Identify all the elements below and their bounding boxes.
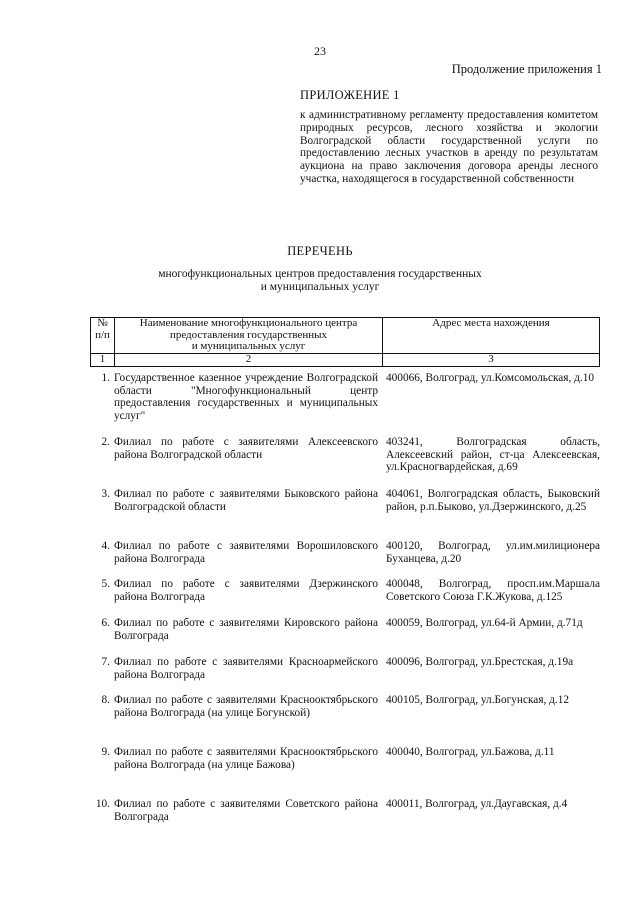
column-number: 2 bbox=[115, 353, 383, 366]
row-address: 400105, Волгоград, ул.Богунская, д.12 bbox=[386, 694, 570, 706]
row-center-name: Государственное казенное учреждение Волгоградской области "Многофункциональный центр предоставления государственных и муниципальных услуг" bbox=[114, 372, 378, 422]
row-number: 8. bbox=[101, 694, 110, 706]
header-name-line: предоставления государственных bbox=[169, 328, 328, 341]
row-address: 400096, Волгоград, ул.Брестская, д.19а bbox=[386, 656, 574, 668]
row-address: 400011, Волгоград, ул.Даугавская, д.4 bbox=[386, 798, 568, 810]
list-subtitle-line: многофункциональных центров предоставления государственных bbox=[158, 268, 482, 280]
row-number: 9. bbox=[101, 746, 110, 758]
appendix-text: к административному регламенту предоставления комитетом природных ресурсов, лесного хозяйства и экологии Волгоградской области государственной услуги по предоставлению лесных участков в аренду по результатам аукциона на право заключения договора аренды лесного участка, находящегося в государственной собственности bbox=[300, 109, 598, 185]
header-number-line: п/п bbox=[95, 328, 110, 341]
row-number: 4. bbox=[101, 540, 110, 552]
row-center-name: Филиал по работе с заявителями Кировского района Волгограда bbox=[114, 617, 378, 642]
row-center-name: Филиал по работе с заявителями Дзержинского района Волгограда bbox=[114, 578, 378, 603]
header-name-line: Наименование многофункционального центра bbox=[139, 317, 358, 329]
appendix-title: ПРИЛОЖЕНИЕ 1 bbox=[300, 88, 400, 102]
continuation-note: Продолжение приложения 1 bbox=[451, 62, 602, 76]
row-address: 400066, Волгоград, ул.Комсомольская, д.10 bbox=[386, 372, 595, 384]
column-number: 3 bbox=[383, 353, 600, 366]
page-number: 23 bbox=[314, 44, 326, 58]
header-number bbox=[91, 318, 115, 354]
appendix-block bbox=[300, 88, 598, 186]
row-address: 400120, Волгоград, ул.им.милиционера Буханцева, д.20 bbox=[386, 540, 600, 565]
header-name-line: и муниципальных услуг bbox=[191, 340, 306, 352]
header-center-name bbox=[115, 318, 383, 354]
list-subtitle-line: и муниципальных услуг bbox=[260, 281, 380, 293]
row-address: 404061, Волгоградская область, Быковский район, р.п.Быково, ул.Дзержинского, д.25 bbox=[386, 488, 600, 513]
row-center-name: Филиал по работе с заявителями Быковского района Волгоградской области bbox=[114, 488, 378, 513]
row-address: 403241, Волгоградская область, Алексеевский район, ст-ца Алексеевская, ул.Красногвардейская, д.69 bbox=[386, 436, 600, 474]
row-center-name: Филиал по работе с заявителями Красноармейского района Волгограда bbox=[114, 656, 378, 681]
row-center-name: Филиал по работе с заявителями Алексеевского района Волгоградской области bbox=[114, 436, 378, 461]
row-address: 400059, Волгоград, ул.64-й Армии, д.71д bbox=[386, 617, 583, 629]
column-number: 1 bbox=[91, 353, 115, 366]
row-number: 10. bbox=[95, 798, 110, 810]
row-number: 7. bbox=[101, 656, 110, 668]
row-center-name: Филиал по работе с заявителями Советского района Волгограда bbox=[114, 798, 378, 823]
header-address: Адрес места нахождения bbox=[383, 318, 600, 354]
row-number: 2. bbox=[101, 436, 110, 448]
header-number-line: № bbox=[97, 317, 108, 329]
row-number: 5. bbox=[101, 578, 110, 590]
row-number: 1. bbox=[101, 372, 110, 384]
list-title: ПЕРЕЧЕНЬ bbox=[287, 244, 353, 258]
row-address: 400040, Волгоград, ул.Бажова, д.11 bbox=[386, 746, 555, 758]
row-number: 6. bbox=[101, 617, 110, 629]
row-center-name: Филиал по работе с заявителями Ворошиловского района Волгограда bbox=[114, 540, 378, 565]
row-center-name: Филиал по работе с заявителями Краснооктябрьского района Волгограда (на улице Богунской) bbox=[114, 694, 378, 719]
list-subtitle bbox=[130, 268, 510, 294]
row-address: 400048, Волгоград, просп.им.Маршала Советского Союза Г.К.Жукова, д.125 bbox=[386, 578, 600, 603]
table-header bbox=[90, 317, 600, 367]
row-number: 3. bbox=[101, 488, 110, 500]
row-center-name: Филиал по работе с заявителями Краснооктябрьского района Волгограда (на улице Бажова) bbox=[114, 746, 378, 771]
